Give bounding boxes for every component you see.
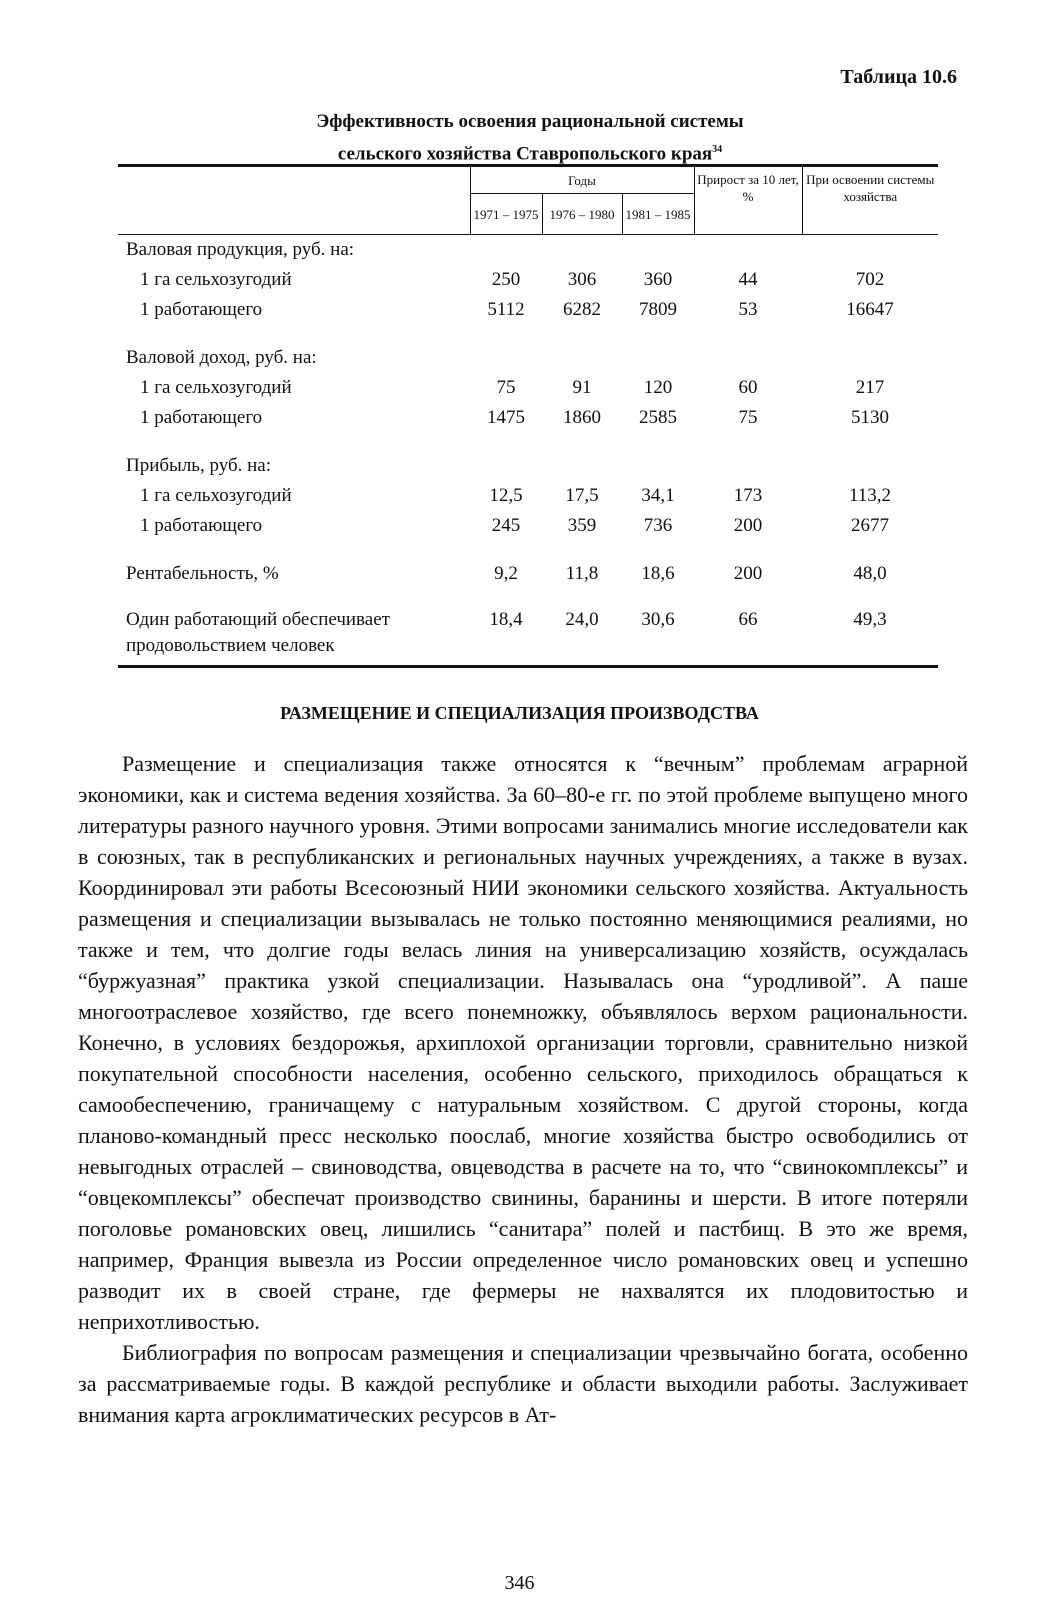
cell-value: 359 <box>567 515 597 536</box>
cell-value: 5112 <box>487 299 525 320</box>
row-label-profitability: Рентабельность, % <box>126 563 279 584</box>
header-period-3: 1981 – 1985 <box>622 194 694 235</box>
cell-value: 7809 <box>639 299 677 320</box>
group-title-row <box>118 235 938 266</box>
caption-line-2-text: сельского хозяйства Ставропольского края <box>337 143 713 165</box>
cell-value: 200 <box>733 563 763 584</box>
cell-value: 44 <box>738 269 758 290</box>
table-row <box>118 589 938 667</box>
row-label: 1 га сельхозугодий <box>140 377 292 398</box>
table-row <box>118 511 938 541</box>
cell-value: 49,3 <box>802 589 938 667</box>
table-row <box>118 403 938 433</box>
row-label: 1 работающего <box>140 299 263 320</box>
cell-value: 360 <box>643 269 673 290</box>
cell-value: 60 <box>738 377 758 398</box>
cell-value: 17,5 <box>565 485 599 506</box>
group-title-gross-output: Валовая продукция, руб. на: <box>126 239 355 260</box>
cell-value: 250 <box>491 269 521 290</box>
cell-value: 6282 <box>563 299 601 320</box>
cell-value: 16647 <box>846 299 894 320</box>
cell-value: 5130 <box>851 407 889 428</box>
cell-value: 113,2 <box>848 485 892 506</box>
section-title: РАЗМЕЩЕНИЕ И СПЕЦИАЛИЗАЦИЯ ПРОИЗВОДСТВА <box>280 703 759 723</box>
caption-line-1: Эффективность освоения рациональной системы <box>316 111 744 132</box>
cell-value: 2585 <box>639 407 677 428</box>
cell-value: 173 <box>733 485 763 506</box>
row-label: 1 га сельхозугодий <box>140 485 292 506</box>
cell-value: 75 <box>738 407 758 428</box>
table-header-row-1 <box>118 166 938 194</box>
row-label: 1 работающего <box>140 515 263 536</box>
cell-value: 120 <box>643 377 673 398</box>
table-row <box>118 265 938 295</box>
cell-value: 736 <box>643 515 673 536</box>
cell-value: 2677 <box>851 515 889 536</box>
table-row <box>118 541 938 589</box>
header-growth: Прирост за 10 лет, % <box>694 166 802 235</box>
cell-value: 1475 <box>487 407 525 428</box>
cell-value: 200 <box>733 515 763 536</box>
group-title-gross-income: Валовой доход, руб. на: <box>126 347 317 368</box>
cell-value: 24,0 <box>542 589 622 667</box>
cell-value: 306 <box>567 269 597 290</box>
cell-value: 75 <box>496 377 516 398</box>
row-label: 1 га сельхозугодий <box>140 269 292 290</box>
paragraph: Библиография по вопросам размещения и специализации чрезвычайно богата, особенно за рассматриваемые годы. В каждой республике и области выходили работы. Заслуживает внимания карта агроклиматических ресурсов в Ат- <box>78 1340 968 1427</box>
cell-value: 34,1 <box>641 485 675 506</box>
cell-value: 11,8 <box>565 563 599 584</box>
cell-value: 245 <box>491 515 521 536</box>
cell-value: 48,0 <box>853 563 887 584</box>
cell-value: 702 <box>855 269 885 290</box>
cell-value: 217 <box>855 377 885 398</box>
group-title-row <box>118 433 938 481</box>
table-row <box>118 373 938 403</box>
paragraph: Размещение и специализация также относятся к “вечным” проблемам аграрной экономики, как и система ведения хозяйства. За 60–80-е гг. по этой проблеме выпущено много литературы разного научного уровня. Этими вопросами занимались многие исследователи как в союзных, так в республиканских и региональных научных учреждениях, а также в вузах. Координировал эти работы Всесоюзный НИИ экономики сельского хозяйства. Актуальность размещения и специализации вызывалась не только постоянно меняющимися реалиями, но также и тем, что долгие годы велась линия на универсализацию хозяйств, осуждалась “буржуазная” практика узкой специализации. Называлась она “уродливой”. А паше многоотраслевое хозяйство, где всего понемножку, объявлялось верхом рациональности. Конечно, в условиях бездорожья, архиплохой организации торговли, сравнительно низкой покупательной способности населения, особенно сельского, приходилось обращаться к самообеспечению, граничащему с натуральным хозяйством. С другой стороны, когда планово-командный пресс несколько поослаб, многие хозяйства быстро освободились от невыгодных отраслей – свиноводства, овцеводства в расчете на то, что “свинокомплексы” и “овцекомплексы” обеспечат производство свинины, баранины и шерсти. В итоге потеряли поголовье романовских овец, лишились “санитара” полей и пастбищ. В это же время, например, Франция вывезла из России определенное число романовских овец и успешно разводит их в своей стране, где фермеры не нахвалятся их плодовитостью и неприхотливостью. <box>78 751 968 1334</box>
header-period-1: 1971 – 1975 <box>470 194 542 235</box>
cell-value: 9,2 <box>494 563 518 584</box>
cell-value: 66 <box>694 589 802 667</box>
cell-value: 12,5 <box>489 485 523 506</box>
cell-value: 91 <box>572 377 592 398</box>
header-empty-cell <box>118 166 470 235</box>
row-label-feeds: Один работающий обеспечивает продовольствием человек <box>118 589 470 667</box>
group-title-row <box>118 325 938 373</box>
cell-value: 1860 <box>563 407 601 428</box>
cell-value: 53 <box>738 299 758 320</box>
page-number: 346 <box>504 1572 535 1594</box>
header-period-2: 1976 – 1980 <box>542 194 622 235</box>
cell-value: 30,6 <box>622 589 694 667</box>
table-row <box>118 295 938 325</box>
table-row <box>118 481 938 511</box>
table-caption <box>230 108 830 168</box>
cell-value: 18,4 <box>470 589 542 667</box>
cell-value: 18,6 <box>641 563 675 584</box>
table-label: Таблица 10.6 <box>840 66 957 88</box>
header-mastery: При освоении системы хозяйства <box>802 166 938 235</box>
footnote-mark: 34 <box>712 144 723 155</box>
row-label: 1 работающего <box>140 407 263 428</box>
header-years: Годы <box>470 166 694 194</box>
efficiency-table <box>118 164 938 668</box>
body-text <box>78 748 968 1430</box>
group-title-profit: Прибыль, руб. на: <box>126 455 272 476</box>
